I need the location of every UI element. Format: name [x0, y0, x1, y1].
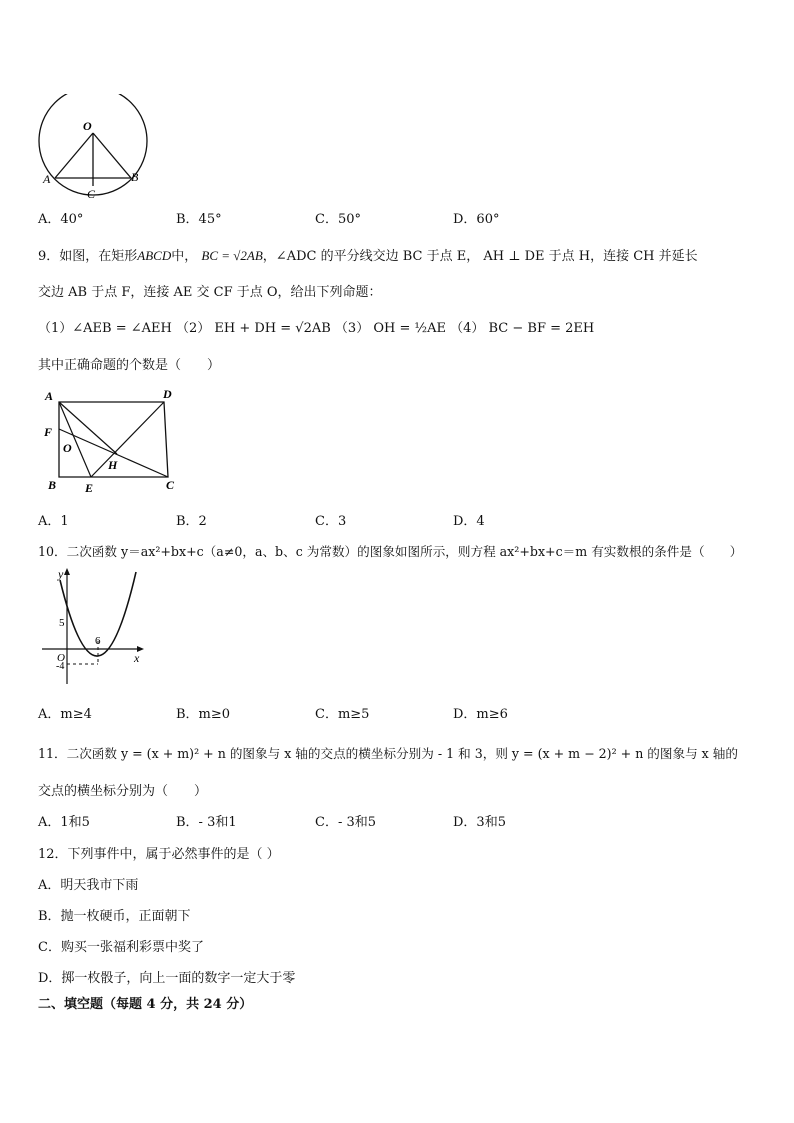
- q9-option-d: D．4: [453, 514, 485, 529]
- q9-label-f: F: [44, 425, 53, 439]
- q12-option-c: C．购买一张福利彩票中奖了: [38, 940, 204, 955]
- q10-label-neg4: -4: [56, 661, 65, 672]
- q8-option-a: A．40°: [38, 212, 84, 227]
- q10-label-o: O: [57, 652, 65, 664]
- q9-option-b: B．2: [176, 514, 207, 529]
- q12-option-b: B．抛一枚硬币，正面朝下: [38, 909, 191, 924]
- q9-stem-line2: 交边 AB 于点 F，连接 AE 交 CF 于点 O，给出下列命题：: [38, 285, 382, 300]
- q12-option-d: D．掷一枚骰子，向上一面的数字一定大于零: [38, 971, 296, 986]
- q8-option-c: C．50°: [315, 212, 361, 227]
- q9-option-c: C．3: [315, 514, 347, 529]
- q9-option-a: A．1: [38, 514, 69, 529]
- q10-parabola-figure: [40, 566, 146, 686]
- q8-option-b: B．45°: [176, 212, 222, 227]
- q9-propositions: （1）∠AEB = ∠AEH （2） EH + DH = √2AB （3） OH = ½AE （4） BC − BF = 2EH: [38, 321, 595, 336]
- q9-stem-f: AH ⊥ DE 于点 H，连接 CH 并延长: [483, 249, 698, 264]
- q8-option-d: D．60°: [453, 212, 500, 227]
- q10-label-x: x: [134, 651, 140, 665]
- q9-rectangle-figure: [42, 384, 187, 496]
- q9-stem-c: 中，: [171, 249, 198, 264]
- q10-label-6: 6: [95, 635, 101, 647]
- q9-question: 其中正确命题的个数是（ ）: [38, 358, 221, 373]
- q12-stem: 12．下列事件中，属于必然事件的是（ ）: [38, 847, 280, 862]
- q10-option-a: A．m≥4: [38, 707, 92, 722]
- q8-line-oa: [55, 133, 93, 178]
- q10-label-y: y: [58, 567, 64, 581]
- q8-label-a: A: [43, 172, 51, 186]
- q11-stem-line2: 交点的横坐标分别为（ ）: [38, 784, 208, 799]
- q12-option-a: A．明天我市下雨: [38, 878, 139, 893]
- q9-label-e: E: [85, 481, 94, 495]
- q10-option-d: D．m≥6: [453, 707, 508, 722]
- q8-label-o: O: [83, 119, 92, 133]
- q9-stem-e: ，∠ADC 的平分线交边 BC 于点 E，: [262, 249, 480, 264]
- q9-stem-d: BC = √2AB: [201, 248, 263, 263]
- q10-stem: 10．二次函数 y＝ax²+bx+c（a≠0，a、b、c 为常数）的图象如图所示，则方程 ax²+bx+c＝m 有实数根的条件是（ ）: [38, 544, 743, 559]
- q9-line-de: [91, 402, 164, 477]
- q9-label-d: D: [163, 387, 172, 401]
- q9-label-b: B: [48, 478, 57, 492]
- q9-label-h: H: [108, 458, 118, 472]
- q8-label-b: B: [131, 170, 139, 184]
- q11-option-d: D．3和5: [453, 815, 506, 830]
- section-2-heading: 二、填空题（每题 4 分，共 24 分）: [38, 997, 253, 1012]
- q9-label-a: A: [45, 389, 54, 403]
- q9-label-o: O: [63, 441, 72, 455]
- q9-line-ae: [59, 402, 91, 477]
- q10-label-5: 5: [59, 617, 65, 629]
- q10-option-c: C．m≥5: [315, 707, 370, 722]
- q11-option-a: A．1和5: [38, 815, 90, 830]
- q9-label-c: C: [166, 478, 175, 492]
- q8-label-c: C: [87, 187, 96, 201]
- q9-stem-a: 9．如图，在矩形: [38, 249, 138, 264]
- q10-y-arrow: [64, 568, 70, 575]
- q8-circle-figure: [36, 94, 154, 202]
- q9-stem-b: ABCD: [137, 248, 172, 263]
- q11-option-c: C．- 3和5: [315, 815, 377, 830]
- q9-stem-line1: [38, 245, 698, 264]
- q8-line-ob: [93, 133, 131, 178]
- q11-option-b: B．- 3和1: [176, 815, 237, 830]
- q10-option-b: B．m≥0: [176, 707, 231, 722]
- q11-stem-line1: 11．二次函数 y = (x + m)² + n 的图象与 x 轴的交点的横坐标分别为 - 1 和 3，则 y = (x + m − 2)² + n 的图象与 x 轴的: [38, 746, 738, 761]
